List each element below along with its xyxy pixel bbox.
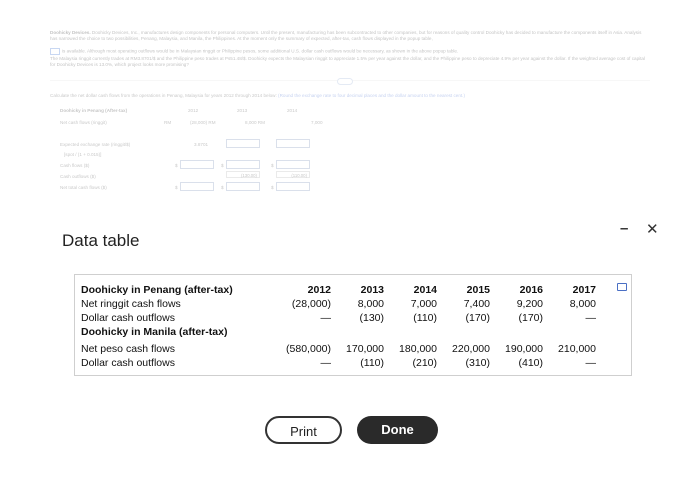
col-2014: 2014: [413, 284, 437, 296]
table-cell: 170,000: [346, 343, 384, 355]
table-cell: 9,200: [516, 298, 543, 310]
table-cell: (130): [359, 312, 384, 324]
manila-header: Doohicky in Manila (after-tax): [81, 326, 228, 338]
table-cell: 210,000: [558, 343, 596, 355]
table-cell: (110): [360, 357, 384, 369]
table-cell: —: [320, 312, 331, 324]
col-2015: 2015: [466, 284, 490, 296]
table-cell: 190,000: [505, 343, 543, 355]
table-cell: (110): [413, 312, 437, 324]
penang-header: Doohicky in Penang (after-tax): [81, 284, 233, 296]
done-button[interactable]: Done: [357, 416, 438, 444]
table-cell: 180,000: [399, 343, 437, 355]
col-2012: 2012: [307, 284, 331, 296]
row-label: Dollar cash outflows: [81, 357, 175, 369]
copy-icon[interactable]: [617, 283, 627, 291]
col-2017: 2017: [572, 284, 596, 296]
table-cell: (170): [518, 312, 543, 324]
col-2016: 2016: [519, 284, 543, 296]
print-button[interactable]: Print: [265, 416, 342, 444]
row-label: Dollar cash outflows: [81, 312, 175, 324]
table-cell: (310): [465, 357, 490, 369]
table-cell: 8,000: [569, 298, 596, 310]
table-cell: (170): [465, 312, 490, 324]
row-label: Net ringgit cash flows: [81, 298, 181, 310]
table-cell: 7,000: [410, 298, 437, 310]
dialog-title: Data table: [62, 231, 140, 250]
table-cell: (210): [412, 357, 437, 369]
table-cell: —: [320, 357, 331, 369]
table-cell: 220,000: [452, 343, 490, 355]
table-cell: 8,000: [357, 298, 384, 310]
minimize-icon[interactable]: –: [620, 220, 629, 237]
table-cell: 7,400: [463, 298, 490, 310]
data-table: [74, 274, 632, 376]
col-2013: 2013: [360, 284, 384, 296]
table-cell: (580,000): [286, 343, 331, 355]
table-cell: —: [585, 312, 596, 324]
row-label: Net peso cash flows: [81, 343, 175, 355]
close-icon[interactable]: ✕: [646, 221, 659, 238]
table-cell: —: [585, 357, 596, 369]
table-cell: (28,000): [291, 298, 331, 310]
table-cell: (410): [518, 357, 543, 369]
